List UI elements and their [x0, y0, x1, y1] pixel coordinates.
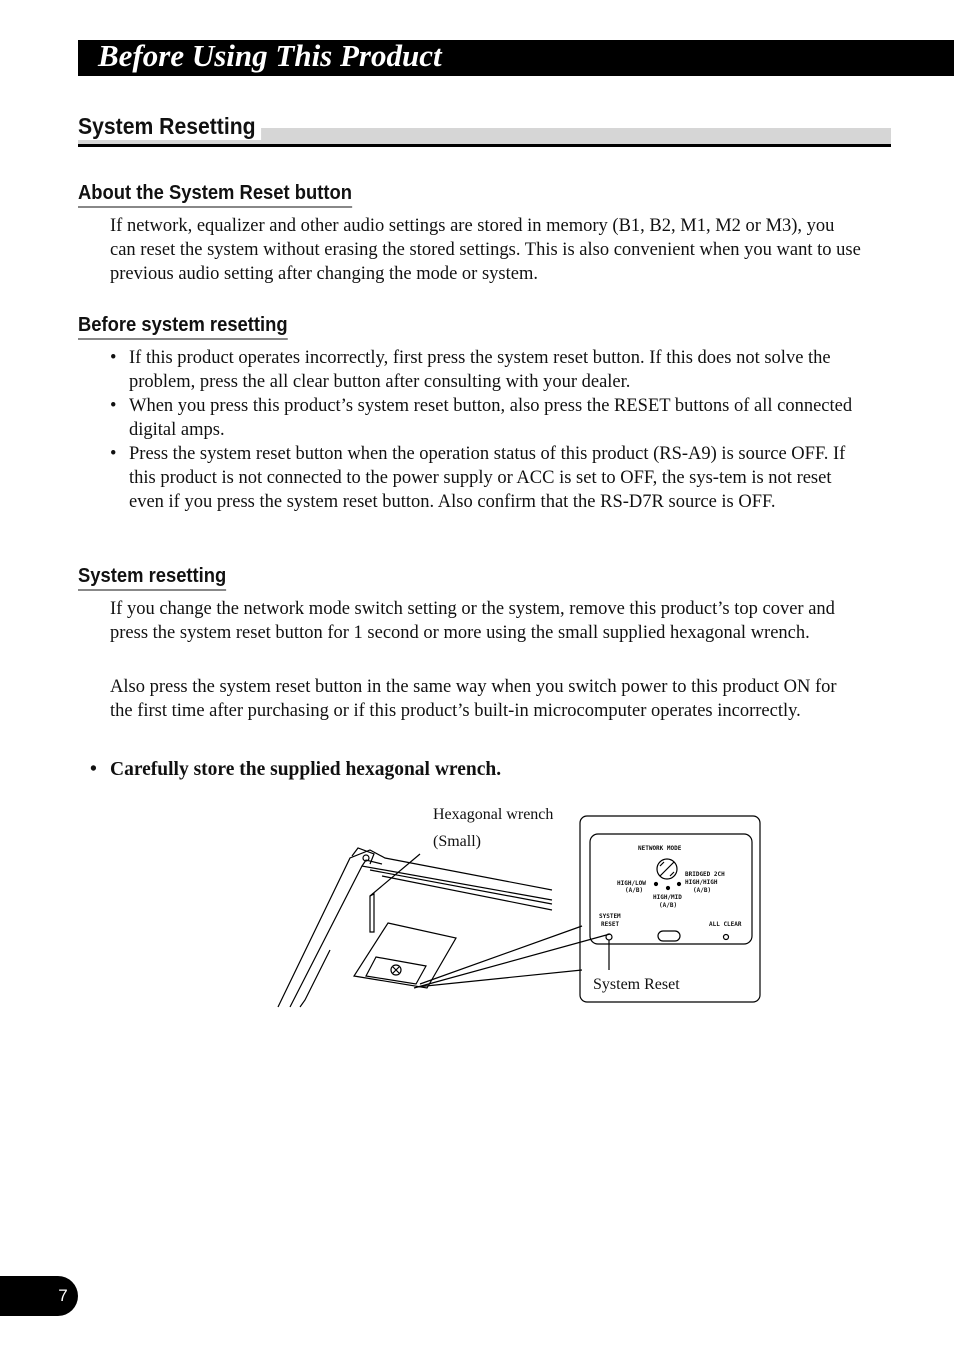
resetting-heading: System resetting	[78, 564, 226, 591]
panel-system-label: SYSTEM	[599, 913, 621, 920]
section-rule	[78, 144, 891, 147]
page-number-tab	[0, 1276, 78, 1316]
resetting-paragraph-2: Also press the system reset button in the same way when you switch power to this product ON for the first time after purchasing or if this product’s built-in microcomputer operates incorrectly.	[110, 677, 837, 721]
resetting-paragraph-1: If you change the network mode switch setting or the system, remove this product’s top cover and press the system reset button for 1 second or more using the small supplied hexagonal wrench.	[110, 599, 835, 643]
wrench-note-text: Carefully store the supplied hexagonal wrench.	[110, 759, 502, 780]
bullet-text: If this product operates incorrectly, first press the system reset button. If this does not solve the problem, press the all clear button after consulting with your dealer.	[129, 348, 831, 392]
reset-figure	[270, 800, 770, 1010]
section-title: System Resetting	[78, 112, 261, 140]
section-heading	[78, 112, 891, 148]
high-high-label: HIGH/HIGH	[685, 879, 718, 886]
high-low-sub-label: (A/B)	[625, 887, 644, 894]
before-bullet-list	[110, 346, 862, 514]
bullet-text: When you press this product’s system reset button, also press the RESET buttons of all connected digital amps.	[129, 396, 853, 440]
bullet-text: Press the system reset button when the operation status of this product (RS-A9) is source OFF. If this product is not connected to the power supply or ACC is set to OFF, the sys-tem is not reset even if you press the system reset button. Also confirm that the RS-D7R source is OFF.	[129, 444, 846, 512]
system-reset-label: System Reset	[593, 976, 680, 993]
page-number: 7	[58, 1286, 68, 1305]
wrench-note: • Carefully store the supplied hexagonal wrench.	[90, 759, 502, 780]
wrench-label: Hexagonal wrench	[433, 806, 554, 823]
list-item: • When you press this product’s system reset button, also press the RESET buttons of all connected digital amps.	[110, 396, 853, 440]
high-mid-sub-label: (A/B)	[659, 902, 678, 909]
high-mid-label: HIGH/MID	[653, 894, 682, 901]
high-low-label: HIGH/LOW	[617, 880, 646, 887]
page-header-title: Before Using This Product	[98, 38, 442, 73]
bridged-label: BRIDGED 2CH	[685, 871, 725, 878]
about-paragraph: If network, equalizer and other audio settings are stored in memory (B1, B2, M1, M2 or M3), you can reset the system without erasing the stored settings. This is also convenient when you want to use previous audio setting after changing the mode or system.	[110, 216, 861, 284]
wrench-size-label: (Small)	[433, 833, 481, 850]
about-heading: About the System Reset button	[78, 181, 352, 208]
list-item: • Press the system reset button when the operation status of this product (RS-A9) is source OFF. If this product is not connected to the power supply or ACC is set to OFF, the sys-tem is not reset even if you press the system reset button. Also confirm that the RS-D7R source is OFF.	[110, 444, 846, 512]
network-mode-label: NETWORK MODE	[638, 845, 682, 852]
before-heading: Before system resetting	[78, 313, 288, 340]
list-item: • If this product operates incorrectly, first press the system reset button. If this does not solve the problem, press the all clear button after consulting with your dealer.	[110, 348, 831, 392]
unit-illustration	[270, 800, 770, 1010]
header-bar	[78, 40, 954, 76]
panel-reset-label: RESET	[601, 921, 620, 928]
all-clear-label: ALL CLEAR	[709, 921, 742, 928]
high-high-sub-label: (A/B)	[693, 887, 712, 894]
